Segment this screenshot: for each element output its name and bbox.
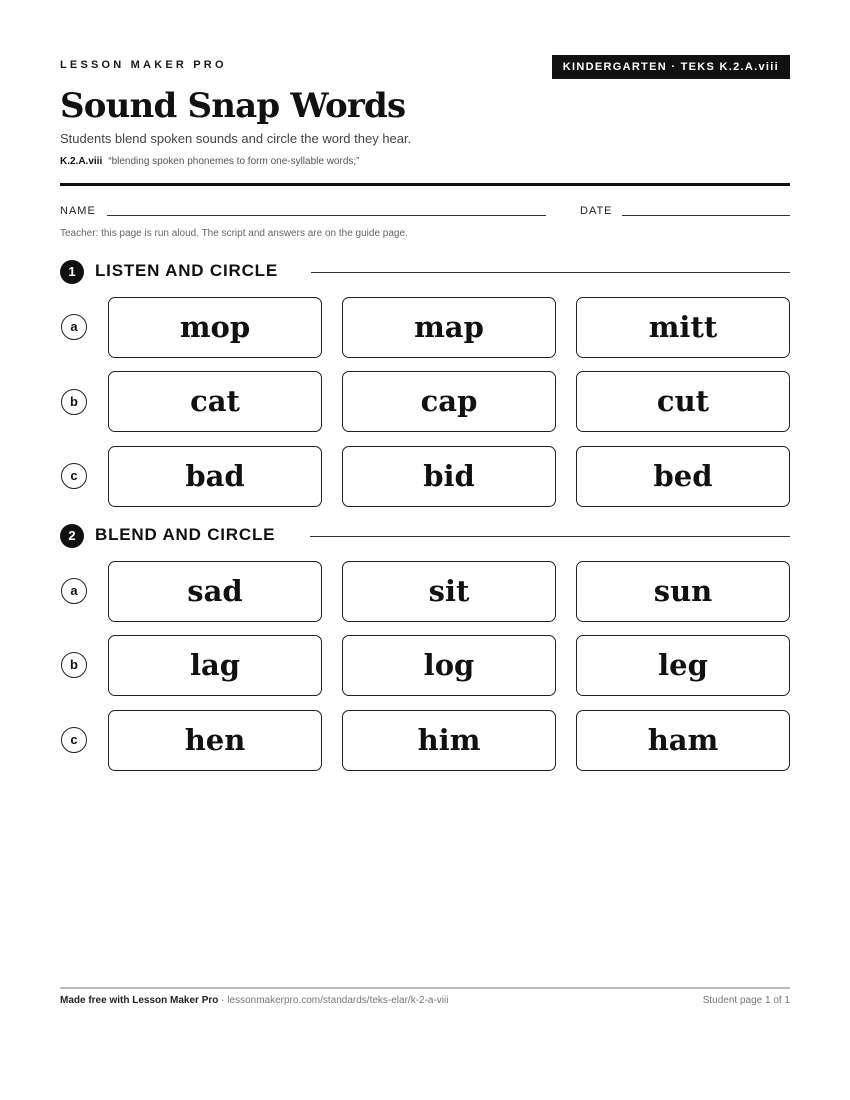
word-choice[interactable]: bed [576, 446, 790, 507]
header-divider [60, 183, 790, 186]
date-field[interactable] [622, 215, 790, 216]
footer-separator: · [218, 995, 228, 1006]
word-choice[interactable]: map [342, 297, 556, 358]
row-marker-c: c [61, 463, 87, 489]
standard-description: “blending spoken phonemes to form one-syllable words;” [108, 156, 360, 167]
name-label: NAME [60, 205, 96, 217]
word-choice[interactable]: bad [108, 446, 322, 507]
footer-url[interactable]: lessonmakerpro.com/standards/teks-elar/k-2-a-viii [227, 995, 449, 1006]
word-choice[interactable]: hen [108, 710, 322, 771]
page-indicator: Student page 1 of 1 [702, 995, 790, 1006]
standard-reference [60, 156, 360, 167]
footer-credit-line [60, 995, 448, 1006]
row-marker-a: a [61, 578, 87, 604]
worksheet-subtitle: Students blend spoken sounds and circle the word they hear. [60, 131, 412, 146]
row-marker-a: a [61, 314, 87, 340]
footer-credit: Made free with Lesson Maker Pro [60, 995, 219, 1006]
row-marker-b: b [61, 389, 87, 415]
row-marker-b: b [61, 652, 87, 678]
word-choice[interactable]: lag [108, 635, 322, 696]
word-choice[interactable]: ham [576, 710, 790, 771]
row-marker-c: c [61, 727, 87, 753]
section-number-badge: 2 [60, 524, 84, 548]
word-choice[interactable]: mop [108, 297, 322, 358]
word-choice[interactable]: sad [108, 561, 322, 622]
section-title: LISTEN AND CIRCLE [95, 261, 278, 280]
word-choice[interactable]: log [342, 635, 556, 696]
word-choice[interactable]: him [342, 710, 556, 771]
worksheet-title: Sound Snap Words [60, 86, 406, 126]
section-divider [311, 272, 790, 273]
word-choice[interactable]: mitt [576, 297, 790, 358]
brand-name: LESSON MAKER PRO [60, 59, 227, 71]
name-field[interactable] [107, 215, 546, 216]
word-choice[interactable]: cut [576, 371, 790, 432]
word-choice[interactable]: cat [108, 371, 322, 432]
footer-divider [60, 987, 790, 989]
section-divider [310, 536, 790, 537]
grade-standard-badge: KINDERGARTEN · TEKS K.2.A.viii [552, 55, 790, 79]
standard-code: K.2.A.viii [60, 156, 103, 167]
teacher-note: Teacher: this page is run aloud. The script and answers are on the guide page. [60, 228, 408, 239]
date-label: DATE [580, 205, 613, 217]
word-choice[interactable]: leg [576, 635, 790, 696]
word-choice[interactable]: cap [342, 371, 556, 432]
section-title: BLEND AND CIRCLE [95, 525, 276, 544]
word-choice[interactable]: sit [342, 561, 556, 622]
word-choice[interactable]: bid [342, 446, 556, 507]
section-number-badge: 1 [60, 260, 84, 284]
word-choice[interactable]: sun [576, 561, 790, 622]
